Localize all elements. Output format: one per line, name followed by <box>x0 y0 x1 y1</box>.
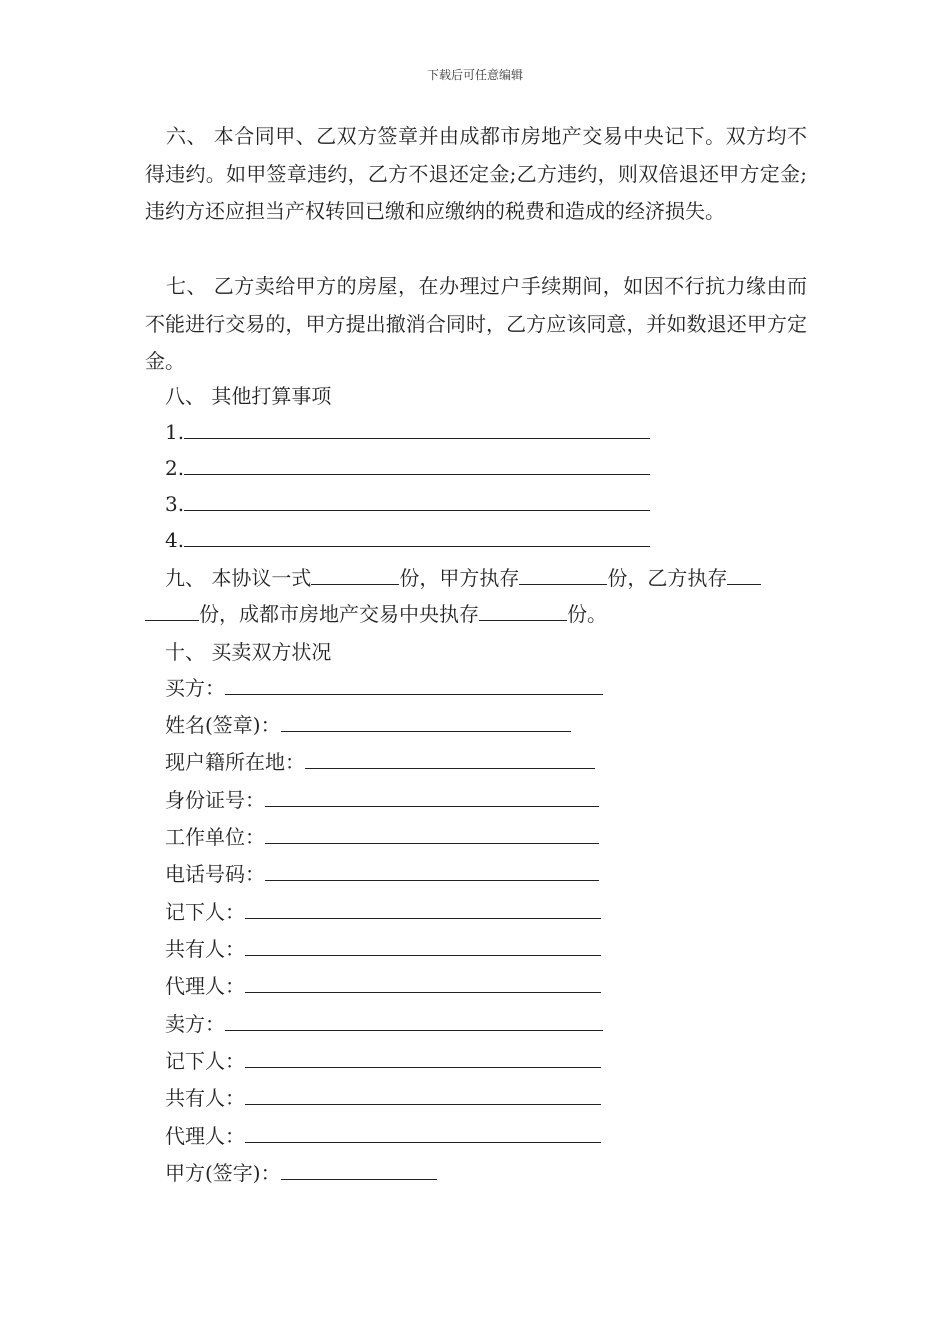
field-label: 身份证号： <box>165 788 265 812</box>
field-label: 卖方： <box>165 1012 225 1036</box>
copies-party-b-blank-end[interactable] <box>145 602 199 621</box>
co-owner-field-buyer <box>165 935 601 963</box>
other-item-3 <box>165 490 650 518</box>
item-number: 2. <box>165 456 185 480</box>
recorder-field-seller <box>165 1047 601 1075</box>
clause-nine-line2 <box>145 600 607 628</box>
page-header: 下载后可任意编辑 <box>426 68 523 82</box>
id-number-blank[interactable] <box>265 788 599 807</box>
copies-party-a-blank[interactable] <box>519 566 607 585</box>
item-number: 3. <box>165 492 185 516</box>
field-label: 代理人： <box>165 1124 245 1148</box>
phone-field <box>165 860 599 888</box>
co-owner-field-seller <box>165 1084 601 1112</box>
other-item-2 <box>165 454 650 482</box>
recorder-blank[interactable] <box>245 1049 601 1068</box>
field-label: 工作单位： <box>165 825 265 849</box>
field-label: 电话号码： <box>165 862 265 886</box>
fill-blank[interactable] <box>184 420 650 439</box>
field-label: 买方： <box>165 676 225 700</box>
fill-blank[interactable] <box>184 528 650 547</box>
field-label: 甲方(签字)： <box>165 1161 281 1185</box>
fill-blank[interactable] <box>184 492 650 511</box>
buyer-field <box>165 674 603 702</box>
clause-nine-part3: 份，乙方执存 <box>607 566 728 590</box>
clause-nine-part4: 份，成都市房地产交易中央执存 <box>199 602 479 626</box>
agent-blank[interactable] <box>245 974 601 993</box>
seller-field <box>165 1010 603 1038</box>
party-a-sign-field <box>165 1159 437 1187</box>
copies-party-b-blank-start[interactable] <box>727 566 761 585</box>
clause-six: 六、 本合同甲、乙双方签章并由成都市房地产交易中央记下。双方均不得违约。如甲签章违约，乙方不退还定金;乙方违约，则双倍退还甲方定金;违约方还应担当产权转回已缴和应缴纳的税费和造成的经济损失。 <box>145 124 807 223</box>
clause-seven: 七、 乙方卖给甲方的房屋，在办理过户手续期间，如因不行抗力缘由而不能进行交易的，甲方提出撤消合同时，乙方应该同意，并如数退还甲方定金。 <box>145 274 807 373</box>
field-label: 现户籍所在地： <box>165 750 305 774</box>
agent-field-seller <box>165 1122 601 1150</box>
agent-blank[interactable] <box>245 1124 601 1143</box>
agent-field-buyer <box>165 972 601 1000</box>
clause-ten-title: 十、 买卖双方状况 <box>165 640 332 664</box>
clause-nine-part2: 份，甲方执存 <box>399 566 520 590</box>
clause-nine-part1: 九、 本协议一式 <box>165 566 312 590</box>
fill-blank[interactable] <box>184 456 650 475</box>
work-unit-blank[interactable] <box>265 825 599 844</box>
id-number-field <box>165 786 599 814</box>
item-number: 1. <box>165 420 185 444</box>
field-label: 记下人： <box>165 900 245 924</box>
copies-total-blank[interactable] <box>311 566 399 585</box>
recorder-field-buyer <box>165 898 601 926</box>
phone-blank[interactable] <box>265 862 599 881</box>
co-owner-blank[interactable] <box>245 937 601 956</box>
name-sign-field <box>165 711 571 739</box>
field-label: 代理人： <box>165 974 245 998</box>
item-number: 4. <box>165 528 185 552</box>
residence-blank[interactable] <box>305 750 595 769</box>
seller-blank[interactable] <box>225 1012 603 1031</box>
co-owner-blank[interactable] <box>245 1086 601 1105</box>
field-label: 共有人： <box>165 937 245 961</box>
work-unit-field <box>165 823 599 851</box>
field-label: 姓名(签章)： <box>165 713 281 737</box>
name-sign-blank[interactable] <box>281 713 571 732</box>
field-label: 共有人： <box>165 1086 245 1110</box>
other-item-4 <box>165 526 650 554</box>
clause-eight-title: 八、 其他打算事项 <box>165 384 332 408</box>
buyer-blank[interactable] <box>225 676 603 695</box>
party-a-sign-blank[interactable] <box>281 1161 437 1180</box>
clause-nine-part5: 份。 <box>567 602 607 626</box>
other-item-1 <box>165 418 650 446</box>
clause-nine-line1 <box>165 564 761 592</box>
field-label: 记下人： <box>165 1049 245 1073</box>
residence-field <box>165 748 595 776</box>
copies-center-blank[interactable] <box>479 602 567 621</box>
recorder-blank[interactable] <box>245 900 601 919</box>
